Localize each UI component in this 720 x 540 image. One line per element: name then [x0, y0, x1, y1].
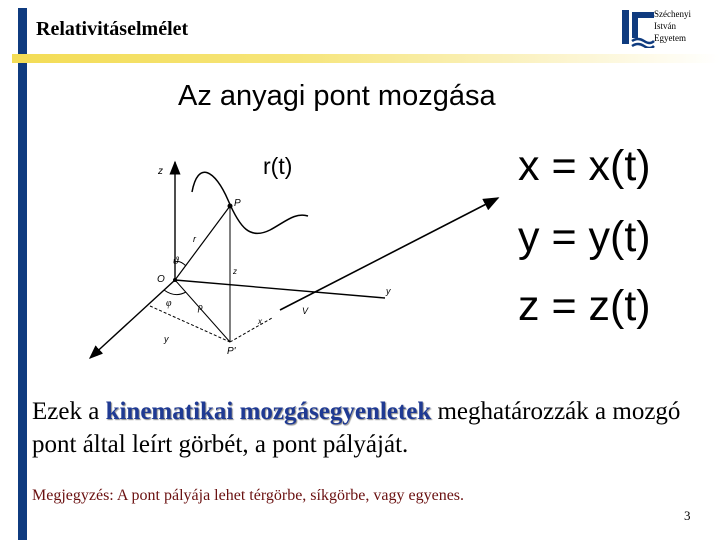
point-label: P — [234, 198, 241, 209]
header-title: Relativitáselmélet — [36, 18, 189, 40]
r-label: r — [193, 234, 196, 244]
equation-z-rhs: z(t) — [588, 282, 651, 330]
dashed-y — [150, 306, 230, 342]
point-origin — [173, 278, 177, 282]
rho-label: ρ — [198, 302, 203, 313]
equation-y: y = y(t) — [518, 213, 651, 261]
university-logo-icon — [620, 8, 656, 48]
body-text-before: Ezek a — [32, 398, 106, 425]
theta-label: ϑ — [173, 255, 179, 267]
x-axis-line — [90, 280, 175, 358]
z-length-label: z — [233, 267, 237, 276]
header-band — [12, 54, 720, 63]
page-number: 3 — [684, 508, 691, 523]
curve-label: r(t) — [263, 153, 293, 179]
footnote: Megjegyzés: A pont pályája lehet térgörbe, síkgörbe, vagy egyenes. — [32, 487, 465, 504]
position-vector — [175, 206, 230, 280]
point-p — [228, 204, 233, 209]
x-axis-label: x — [93, 348, 98, 359]
trajectory-curve — [192, 172, 308, 233]
equation-x-lhs: x — [518, 142, 540, 190]
equation-x: x = x(t) — [518, 142, 651, 190]
body-paragraph — [32, 395, 692, 461]
body-highlight: kinematikai mozgásegyenletek — [105, 398, 432, 425]
z-axis-label: z — [158, 166, 163, 177]
y-length-label: y — [164, 334, 169, 344]
coordinate-diagram — [80, 150, 520, 365]
slide-title: Az anyagi pont mozgása — [178, 80, 496, 112]
equation-z: z = z(t) — [518, 282, 651, 330]
x-length-label: x — [258, 317, 262, 326]
projection-label: P' — [227, 346, 236, 357]
logo-line-3: Egyetem — [654, 33, 686, 43]
logo-text — [654, 8, 691, 44]
equation-z-lhs: z — [518, 282, 540, 330]
logo-line-2: István — [654, 21, 676, 31]
left-accent-bar — [18, 8, 27, 540]
v-label: V — [302, 306, 309, 316]
dashed-x — [230, 318, 272, 342]
y-axis-line — [175, 280, 385, 298]
equation-y-rhs: y(t) — [588, 213, 651, 261]
equation-y-lhs: y — [518, 213, 540, 261]
phi-arc — [164, 290, 186, 295]
y-axis-label: y — [386, 286, 391, 296]
equation-x-rhs: x(t) — [588, 142, 651, 190]
origin-label: O — [157, 274, 165, 285]
logo-line-1: Széchenyi — [654, 9, 691, 19]
phi-label: φ — [166, 298, 172, 309]
body-text-after: meghatározzák a mozgó pont által leírt görbét, a pont pályáját. — [32, 398, 681, 458]
